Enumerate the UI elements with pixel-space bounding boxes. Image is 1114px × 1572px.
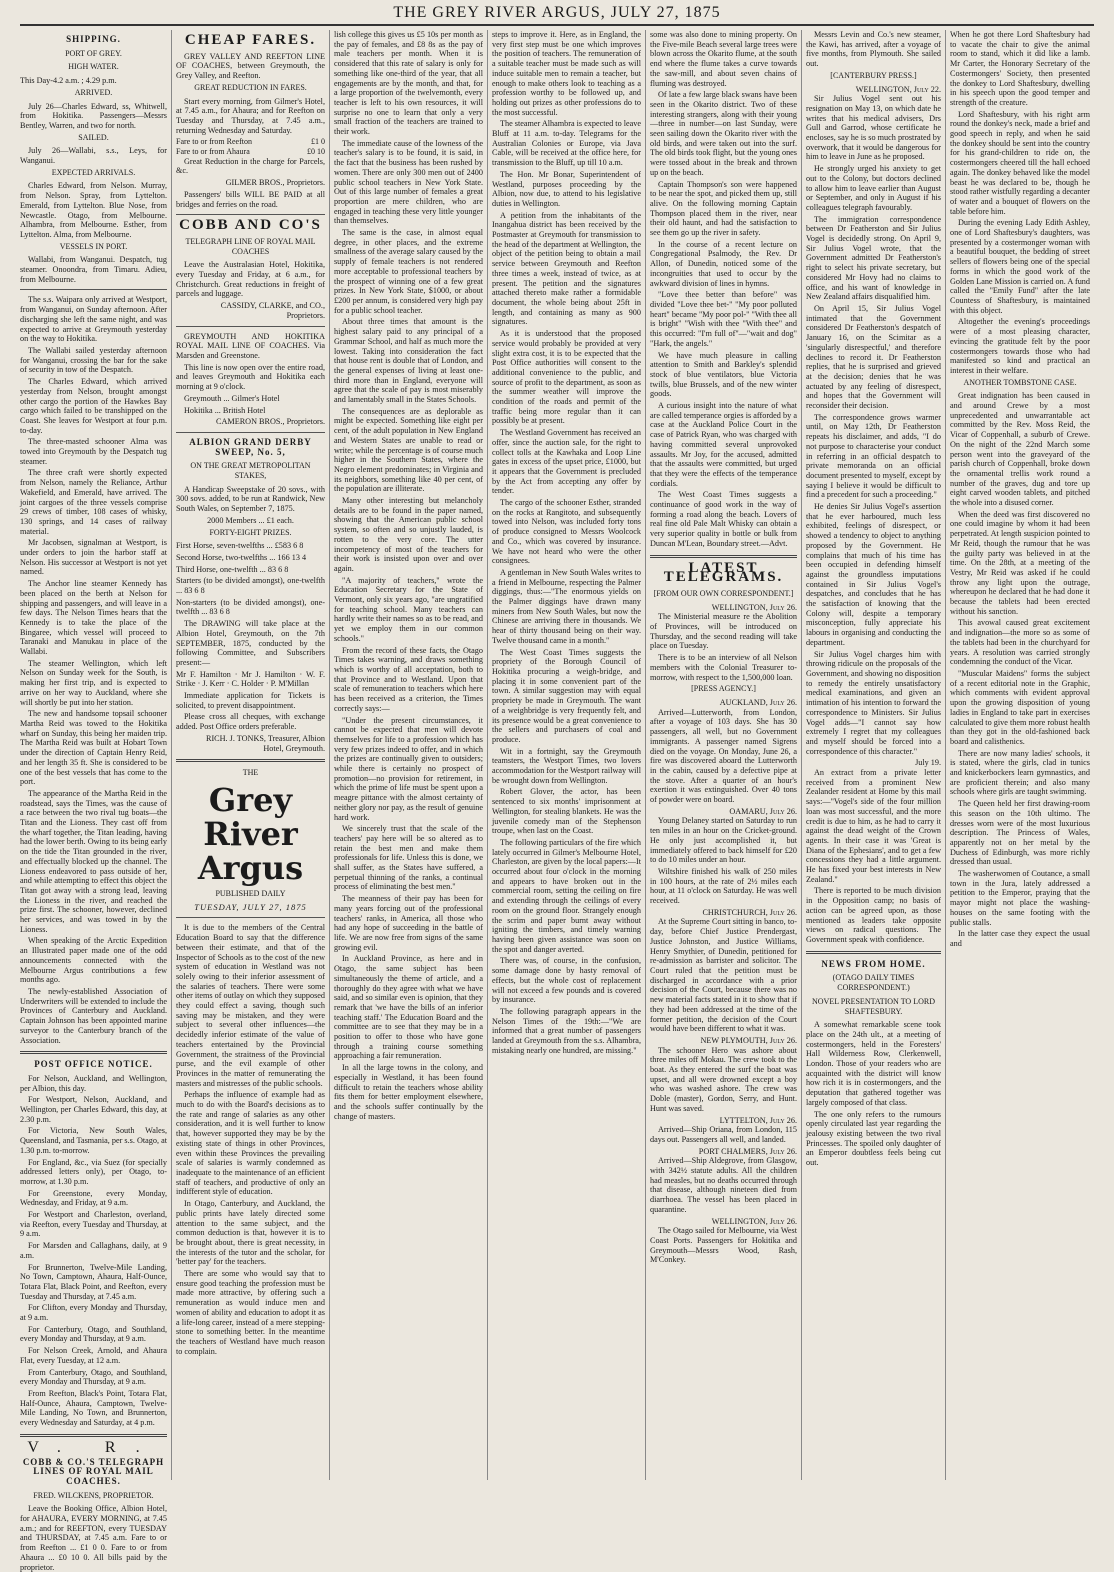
published-daily: PUBLISHED DAILY [215, 889, 286, 898]
article-paragraph: Of late a few large black swans have been seen in the Okarito district. Two of these interesting strangers, along with their young—three in number—on last Sunday, were seen sailing down the Okarito river with the old birds, and were taken out into the surf. The old birds took flight, but the young ones were tossed about in the break and thrown up on the beach. [650, 90, 797, 177]
article-paragraph: The one only refers to the rumours openly circulated last year regarding the jealousy existing between the two rival Princesses. The spoiled only daughter of an Emperor doubtless feels being cut out. [806, 1109, 941, 1168]
divider [20, 1051, 167, 1054]
gilmer-signature: GILMER BROS., Proprietors. [225, 178, 325, 188]
article-paragraph: He strongly urged his anxiety to get out to the Colony, but doctors declined to allow him to leave earlier than August or September, and only in August if his colleagues telegraph favourably. [806, 164, 941, 212]
cassidy-signature: CASSIDY, CLARKE, and CO., Proprietors. [220, 301, 325, 320]
divider [20, 1434, 167, 1437]
tombstone-heading: ANOTHER TOMBSTONE CASE. [963, 377, 1077, 387]
article-paragraph: Sir Julius Vogel charges him with throwing ridicule on the proposals of the Government, and showing no disposition to remedy the entirely unsatisfactory medical examinations, and given an intimation of his intention to forward the correspondence to Ministers. Sir Julius Vogel adds—"I cannot say how extremely I regret that my colleagues and myself should be forced into a correspondence of this character." [806, 649, 941, 756]
article-paragraph: The correspondence grows warmer until, on May 12th, Dr Featherston repeats his disclaimer, and adds, "I do not purpose to characterise your conduct in referring in an official despatch to private memoranda on an official document presented to myself, except by saying I believe it would be difficult to find a precedent for such a proceeding." [806, 412, 941, 500]
great-reduction: GREAT REDUCTION IN FARES. [194, 82, 307, 92]
dateline: OAMARU, July 26. [729, 806, 797, 816]
article-paragraph: The immigration correspondence between Dr Featherston and Sir Julius Vogel is decidedly strong. On April 9, Sir Julius Vogel wrote, that the Government admitted Dr Featherston's right to select his private secretary, but considered Mr Hovy had no claims to office, and his want of knowledge in New Zealand affairs disqualified him. [806, 214, 941, 302]
the-label: THE [242, 768, 259, 778]
article-paragraph: Lord Shaftesbury, with his right arm round the donkey's neck, made a brief and good speech in reply, and when he said the donkey should be sent into the country for his grand-children to ride on, the costermongers cheered till the hall echoed again. The donkey behaved like the model beast he was declared to be, though he stood rather wistfully regarding a decanter of water and a bouquet of flowers on the table before him. [950, 109, 1090, 216]
prize-line: Third Horse, one-twelfth ... 83 6 8 [176, 564, 289, 574]
post-notice: From Reefton, Black's Point, Totara Flat, Half-Ounce, Ahaura, Camptown, Twelve-Mile Landing, No Town, and Brunnerton, every Wednesday and Saturday, at 4 p.m. [20, 1389, 167, 1428]
editorial-paragraph: Perhaps the influence of example had as much to do with the Board's decisions as to the rate and range of salaries as any other consideration, and it is well further to know that, however supported they may be by the existing state of things in other Provinces, even within these Provinces the prevailing scale of salaries is warmly condemned as inadequate to the maintenance of an efficient staff of teachers, and productive of only an indifferent style of education. [176, 1090, 325, 1197]
cheap-fares-heading: CHEAP FARES. [184, 32, 317, 48]
agent-line: Hokitika ... British Hotel [184, 405, 266, 415]
shipping-paragraph: The new and handsome topsail schooner Martha Reid was towed to the Hokitika wharf on Sunday, this being her maiden trip. The Martha Reid was built at Hobart Town under the direction of Captain Henry Reid, and her length 35 ft. She is considered to be one of the best vessels that has come to the port. [20, 709, 167, 787]
article-paragraph: Sir Julius Vogel sent out his resignation on May 13, on which date he writes that his medical advisers, Drs Gull and Garrod, whose certificate he encloses, say he is so much prostrated by overwork, that it would be dangerous for him to leave in June as he proposed. [806, 94, 941, 162]
agent-line: Greymouth ... Gilmer's Hotel [184, 393, 280, 403]
article-paragraph: The cargo of the schooner Esther, stranded on the rocks at Rangitoto, and subsequently towed into Nelson, was included forty tons of produce consigned to Messrs Woolcock and Co., which was covered by insurance. We have not heard who were the other consignees. [492, 498, 641, 566]
article-paragraph: Messrs Levin and Co.'s new steamer, the Kawi, has arrived, after a voyage of five months, from Plymouth. She sailed out. [806, 30, 941, 69]
column-3 [334, 30, 488, 1480]
article-paragraph: The following paragraph appears in the Nelson Times of the 19th:—"We are informed that a great number of passengers landed at Greymouth from the s.s. Alhambra, mistaking nearly one hundred, are missing." [492, 1006, 641, 1055]
shipping-paragraph: When speaking of the Arctic Expedition an Illustrated paper made one of the odd announcements connected with the Melbourne Argus contributions a few months ago. [20, 936, 167, 985]
greymouth-hokitika-text: This line is now open over the entire road, and leaves Greymouth and Hokitika each morning at 9 o'clock. [176, 362, 325, 392]
prize-line: Starters (to be divided amongst), one-twelfth ... 83 6 8 [176, 576, 325, 596]
cameron-signature: CAMERON BROS., Proprietors. [216, 417, 325, 427]
dateline: WELLINGTON, July 26. [711, 1216, 797, 1226]
post-notice: For Clifton, every Monday and Thursday, at 9 a.m. [20, 1303, 167, 1323]
fares-table [176, 137, 325, 156]
article-paragraph: "A majority of teachers," wrote the Education Secretary for the State of Vermont, only six years ago, "are ungratified for teaching school. Many teachers can hardly write their names so as to be read, and yet we employ them in our common schools." [334, 575, 483, 643]
tonks-signature: RICH. J. TONKS, Treasurer, Albion Hotel, Greymouth. [205, 733, 325, 753]
dateline: PORT CHALMERS, July 26. [698, 1146, 797, 1156]
column-2 [176, 30, 330, 1480]
post-notice: For Victoria, New South Wales, Queensland, and Tasmania, per s.s. Otago, at 1.30 p.m. to-morrow. [20, 1126, 167, 1155]
parcels-text: Great Reduction in the charge for Parcels, &c. [176, 156, 325, 176]
cobb-text: Leave the Booking Office, Albion Hotel, for AHAURA, EVERY MORNING, at 7.45 a.m.; and for REEFTON, every TUESDAY and THURSDAY, at 7.45 a.m. Fare to or from Reefton ... £1 0 0. Fare to or from Ahaura ... £0 10 0. All bills paid by the proprietor. [20, 1504, 167, 1572]
arrived-text: July 26—Charles Edward, ss, Whitwell, from Hokitika. Passengers—Messrs Bentley, Warren, and two for north. [20, 101, 167, 130]
article-paragraph: "Love thee better than before" was divided "Love thee bet-" "My poor polluted heart" became "My poor pol-" "With thee all is bright" "Wish with thee "With thee" and this occurred: "I'm full of"—"wait and dog" "Hark, the angels." [650, 290, 797, 348]
committee-list: Mr F. Hamilton · Mr J. Hamilton · W. F. Strike · J. Kerr · C. Holder · P. M'Millan [176, 669, 325, 689]
article-paragraph: "Muscular Maidens" forms the subject of a recent editorial note in the Graphic, which comments with evident approval upon the growing disposition of young ladies in England to take part in exercises calculated to give them more robust health than they got in the old-fashioned back board and calisthenics. [950, 669, 1090, 746]
shipping-paragraph: The three craft were shortly expected from Nelson, namely the Reliance, Arthur Wakefield, and Emerald, have arrived. The joint cargoes of the three vessels comprise 29 crews of timber, 108 cases of whisky, 130 springs, and 14 cases of railway material. [20, 468, 167, 536]
shipping-paragraph: The Wallabi sailed yesterday afternoon for Wanganui, crossing the bar for the sake of security in tow of the Despatch. [20, 345, 167, 375]
news-from-home-heading: NEWS FROM HOME. [821, 958, 926, 969]
issue-date: TUESDAY, JULY 27, 1875 [194, 901, 307, 912]
article-paragraph: An extract from a private letter received from a prominent New Zealander resident at Home by this mail says:—"Vogel's side of the four million loan was most successful, and the more credit is due to him, as he had to carry it against the dead weight of the Crown agents. In their case it was 'Great is Diana of the Ephesians', and to get a few concessions they had a little argument. He has fixed your best interests in New Zealand." [806, 768, 941, 884]
apply-text: Immediate application for Tickets is solicited, to prevent disappointment. [176, 691, 325, 710]
passengers-bills: Passengers' bills WILL BE PAID at all bridges and ferries on the road. [176, 189, 325, 209]
article-paragraph: lish college this gives us £5 10s per month as the pay of females, and £8 8s as the pay of male teachers per month. When it is considered that this rate of salary is only for something like one-third of the year, that all engagements are by the month, and that, for a large proportion of the twelvemonth, every teacher is left to his own resources, it will surprise no one to learn that only a very small fraction of the teachers are trained to their work. [334, 30, 483, 137]
article-paragraph: "Under the present circumstances, it cannot be expected that men will devote themselves for life to a profession which has very few prizes indeed to offer, and in which the prizes are continually given to outsiders; while there is certainly no prospect of promotion—no provision for retirement, in which the prime of life must be spent upon a meagre pittance with the almost certainty of neither glory nor pay, as the result of genuine hard work. [334, 715, 483, 822]
post-notice: For Nelson, Auckland, and Wellington, per Albion, this day. [20, 1073, 167, 1093]
article-paragraph: In the course of a recent lecture on Congregational Psalmody, the Rev. Dr Allon, of Dunedin, noticed some of the incongruities that used to occur by the awkward division of lines in hymns. [650, 239, 797, 288]
metropolitan-text: A Handicap Sweepstake of 20 sovs., with 300 sovs. added, to be run at Randwick, New South Wales, on September 7, 1875. [176, 484, 325, 514]
article-paragraph: During the evening Lady Edith Ashley, one of Lord Shaftesbury's daughters, was presented by a costermonger woman with a beautiful bouquet, the bedding of street sellers of flowers being one of the special forms in which the good work of the Golden Lane Mission is carried on. A fund called the "Emily Fund" after the late Countess of Shaftesbury, is maintained with this object. [950, 218, 1090, 315]
article-paragraph: We have much pleasure in calling attention to Smith and Barkley's splendid stock of blue ventilators, blue Victoria twills, blue Brussels, and of the new winter goods. [650, 350, 797, 399]
article-paragraph: some was also done to mining property. On the Five-mile Beach several large trees were blown across the Okarito flume, at the south end where the flume takes a curve towards the saw-mill, and about seven chains of fluming was destroyed. [650, 30, 797, 88]
divider [806, 951, 941, 954]
masthead: THE GREY RIVER ARGUS, JULY 27, 1875 [20, 4, 1094, 26]
prize-line: First Horse, seven-twelfths ... £583 6 8 [176, 541, 304, 551]
latest-telegrams-heading: LATEST TELEGRAMS. [663, 559, 784, 586]
shipping-paragraph: The Anchor line steamer Kennedy has been placed on the berth at Nelson for shipping and passengers, and will leave in a few days. The Nelson Times hears that the Kennedy is to take the place of the Bingaree, which vessel will proceed to Taranaki and Manukau in place of the Wallabi. [20, 579, 167, 657]
post-notice: For Westport and Charleston, overland, via Reefton, every Tuesday and Thursday, at 9 a.m. [20, 1210, 167, 1239]
article-paragraph: As it is understood that the proposed service would probably be provided at very slight extra cost, it is to be expected that the Post Office authorities will consent to the additional convenience to the public, and source of profit to the department, as soon as the summer weather will improve the condition of the roads and permit of the traffic being more regular than it can possibly be at present. [492, 329, 641, 426]
table-row [176, 137, 325, 147]
article-paragraph: In the latter case they expect the usual and [950, 929, 1090, 948]
article-paragraph: There was, of course, in the confusion, some damage done by hasty removal of effects, but the whole cost of replacement will not exceed a few pounds and is covered by insurance. [492, 956, 641, 1005]
article-paragraph: In all the large towns in the colony, and especially in Westland, it has been found difficult to retain the teachers whose ability fits them for better employment elsewhere, and the schools suffer continually by the change of masters. [334, 1063, 483, 1121]
article-paragraph: The steamer Alhambra is expected to leave Bluff at 11 a.m. to-day. Telegrams for the Australian Colonies or Europe, via Java Cable, will be received at the office here, for transmission to the Bluff, up till 10 a.m. [492, 119, 641, 168]
divider [176, 759, 325, 762]
start-text: Start every morning, from Gilmer's Hotel, at 7.45 a.m., for Ahaura; and for Reefton on Tuesday and Thursday, at 7.45 a.m., returning Wednesday and Saturday. [176, 96, 325, 135]
post-notice: For England, &c., via Suez (for specially addressed letters only), per Otago, to-morrow, at 1.30 p.m. [20, 1157, 167, 1186]
shipping-paragraph: The steamer Wellington, which left Nelson on Sunday week for the South, is making her first trip, and is expected to arrive on her way to Auckland, where she will shortly be put into her station. [20, 658, 167, 707]
article-paragraph: The West Coast Times suggests the propriety of the Borough Council of Hokitika procuring a weigh-bridge, and placing it in some convenient part of the town. A similar suggestion may with equal propriety be made in Greymouth. The want of a weighbridge is very frequently felt, and its presence would be a great convenience to the sellers and purchasers of coal and produce. [492, 647, 641, 744]
article-paragraph: The Queen held her first drawing-room this season on the 10th ultimo. The dresses worn were of the most luxurious description. The Princess of Wales, apparently not on her metal by the Duchess of Edinburgh, was more richly dressed than usual. [950, 799, 1090, 867]
prizes-heading: FORTY-EIGHT PRIZES. [209, 527, 292, 537]
telegrams-source: [FROM OUR OWN CORRESPONDENT.] [653, 588, 794, 598]
article-paragraph: A curious insight into the nature of what are called temperance orgies is afforded by a case at the Auckland Police Court in the case of Patrick Ryan, who was charged with having committed several unprovoked assaults. Mr Joy, for the accused, admitted that the assaults were committed, but urged that they were the effects of the temperance cordials. [650, 401, 797, 488]
article-paragraph: A somewhat remarkable scene took place on the 24th ult., at a meeting of costermongers, held in the Foresters' Hall Wilderness Row, Clerkenwell, London. Those of your readers who are acquainted with the district will know how rich it is in costermongers, and the deputation that gathered together was largely composed of that class. [806, 1020, 941, 1107]
telegram-text: The Otago sailed for Melbourne, via West Coast Ports. Passengers for Hokitika and Greymouth—Messrs Wood, Rash, M'Conkey. [650, 1226, 797, 1265]
article-paragraph: We sincerely trust that the scale of the teachers' pay here will be so altered as to retain the best men and make them professionals for life. Unless this is done, we shall suffer, as the States have suffered, a perpetual thinning of the ranks, a continual process of eliminating the best men." [334, 824, 483, 892]
fare-value: £1 0 [311, 137, 325, 147]
arrived-heading: ARRIVED. [74, 87, 113, 97]
column-6 [806, 30, 946, 1480]
article-paragraph: The following particulars of the fire which lately occurred in Gilmer's Melbourne Hotel, Charleston, are given by the local papers:—It occurred about four o'clock in the morning and appears to have broken out in the commercial room, setting the ceiling on fire and extending through the ceilings of every room on the ground floor. Strangely enough the scrim and paper burnt away without igniting the timbers, and timely warning having been given assistance was soon on the spot and danger averted. [492, 837, 641, 954]
article-paragraph: The same is the case, in almost equal degree, in other places, and the extreme smallness of the average salary caused by the supply of female teachers is not rendered more acceptable to professional teachers by the prospect of winning one of a few great prizes. In New York State, $1000, or about £200 per annum, is considered very high pay for a public school teacher. [334, 228, 483, 315]
post-notice: For Westport, Nelson, Auckland, and Wellington, per Charles Edward, this day, at 2.30 p.m. [20, 1095, 167, 1124]
fare-value: £0 10 [307, 147, 325, 157]
dateline: CHRISTCHURCH, July 26. [702, 907, 797, 917]
article-paragraph: A gentleman in New South Wales writes to a friend in Melbourne, respecting the Palmer diggings, thus:—"The enormous yields on the Palmer diggings have drawn many miners from New South Wales, but now the Chinese are arriving there in thousands. We hear of thirty thousand being on their way. Twelve thousand came in a month." [492, 567, 641, 645]
shipping-paragraph: Mr Jacobsen, signalman at Westport, is under orders to join the harbor staff at Nelson. His successor at Westport is not yet named. [20, 538, 167, 577]
high-water-times: This Day-4.2 a.m. ; 4.29 p.m. [20, 76, 117, 86]
article-paragraph: Captain Thompson's son were happened to be near the spot, and picked them up, still alive. On the following morning Captain Thompson placed them in the river, near their old haunt, and had the satisfaction to see them go up the river in safety. [650, 179, 797, 238]
shipping-paragraph: The appearance of the Martha Reid in the roadstead, says the Times, was the cause of a race between the two rival tug boats—the Titan and the Lioness. They cast off from the wharf together, the Titan leading, having had the lower berth. Owing to its being early on the tide the Titan grounded in the river, and effectually blocked up the channel. The Lioness endeavored to pass outside of her, and while attempting to effect this object the Titan got away with a strong lead, leaving the Lioness in the river, and reached the prize first. The schooner, however, declined her services, and was towed in by the Lioness. [20, 788, 167, 934]
expected-text: Charles Edward, from Nelson. Murray, from Nelson. Spray, from Lyttelton. Emerald, from Lyttelton. Blue Nose, from Newcastle. Otago, from Melbourne. Alhambra, from Melbourne. Esther, from Lyttelton. Alma, from Melbourne. [20, 181, 167, 239]
fare-label: Fare to or from Ahaura [176, 147, 250, 157]
port-heading: PORT OF GREY. [65, 48, 122, 58]
cobb-heading: COBB & CO.'S TELEGRAPH LINES OF ROYAL MAIL COACHES. [22, 1456, 165, 1486]
royal-crest-icon: V. R. [27, 1438, 160, 1456]
drawing-text: The DRAWING will take place at the Albion Hotel, Greymouth, on the 7th SEPTEMBER, 1875, conducted by the following Committee, and Subscribers present:— [176, 619, 325, 667]
post-notice: For Nelson Creek, Arnold, and Ahaura Flat, every Tuesday, at 12 a.m. [20, 1346, 167, 1365]
expected-heading: EXPECTED ARRIVALS. [51, 167, 136, 177]
article-paragraph: This avowal caused great excitement and indignation—the more so as some of the tablets had been in the churchyard for years. A resolution was carried strongly condemning the conduct of the Vicar. [950, 618, 1090, 667]
albion-sweep-heading: ALBION GRAND DERBY SWEEP, No. 5, [189, 436, 312, 457]
telegram-text: There is to be an interview of all Nelson members with the Colonial Treasurer to-morrow, with respect to the 1,500,000 loan. [650, 653, 797, 682]
novel-presentation: NOVEL PRESENTATION TO LORD SHAFTESBURY. [812, 996, 935, 1016]
post-notice: For Brunnerton, Twelve-Mile Landing, No Town, Camptown, Ahaura, Half-Ounce, Totara Flat, Black Point, and Reefton, every Tuesday and Thursday, at 7.45 a.m. [20, 1262, 167, 1301]
editorial-paragraph: In Otago, Canterbury, and Auckland, the public prints have lately directed some attention to the same subject, and the common deduction is that, however it is to be brought about, there is great necessity, in the interests of the tutor and the scholar, for 'better pay' for the teachers. [176, 1199, 325, 1267]
divider [176, 214, 325, 215]
sailed-text: July 26—Wallabi, s.s., Leys, for Wanganui. [20, 146, 167, 166]
article-paragraph: Robert Glover, the actor, has been sentenced to six months' imprisonment at Wellington, for stealing blankets. He was the juvenile comedy man of the Stephenson troupe, when last on the Coast. [492, 787, 641, 836]
high-water-heading: HIGH WATER. [68, 62, 119, 72]
news-source: (OTAGO DAILY TIMES CORRESPONDENT.) [832, 973, 915, 993]
divider [650, 555, 797, 558]
editorial-paragraph: It is due to the members of the Central Education Board to say that the difference between their estimate, and that of the Inspector of Schools as to the cost of the new system of education in Westland was not solely owing to their inferior assessment of the salaries of teachers. There were some other items of outlay on which they supposed they could effect a saving, though such saving may be mistaken, and they were subject to several other influences—the decidedly inferior estimate of the value of teachers entertained by the Provincial Government, the straitness of the Provincial purse, and the evil example of other Provinces in the matter of remunerating the masters and mistresses of the public schools. [176, 923, 325, 1088]
greymouth-hokitika-heading: GREYMOUTH AND HOKITIKA ROYAL MAIL LINE OF COACHES. Via Marsden and Greenstone. [176, 331, 325, 360]
article-paragraph: When the deed was first discovered no one could imagine by whom it had been perpetrated. At length suspicion pointed to Mr Reid, though the rumour that he was the guilty party was believed in at the time. On the 28th, at a meeting of the Vestry, Mr Reid was asked if he could throw any light upon the outrage, whereupon he declared that he had done it because the tablets had been erected without his sanction. [950, 509, 1090, 616]
article-paragraph: Altogether the evening's proceedings were of a most pleasing character, evincing the gratitude felt by the poor costermongers towards those who had manifested so kind and practical an interest in their welfare. [950, 317, 1090, 375]
article-paragraph: Many other interesting but melancholy details are to be found in the paper named, showing that the American public school system, so often and so unjustly lauded, is rotten to the very core. The utter incompetency of most of the teachers for their work is insisted upon over and over again. [334, 496, 483, 573]
article-paragraph: He denies Sir Julius Vogel's assertion that he ever harboured, much less exhibited, feelings of disrespect, or showed a tendency to object to anything proposed by the Government. He complains that much of his time has been occupied in defending himself against the groundless imputations contained in Sir Julius Vogel's despatches, and concludes that he has the satisfaction of knowing that the Colony will, despite a temporary misconception, fully appreciate his labours in organising and conducting the department. [806, 502, 941, 647]
cobb-telegraph-text: Leave the Australasian Hotel, Hokitika, every Tuesday and Friday, at 6 a.m., for Christchurch. Great reductions in freight of parcels and luggage. [176, 260, 325, 299]
post-notice: From Canterbury, Otago, and Southland, every Monday and Thursday, at 9 a.m. [20, 1367, 167, 1387]
post-notice: For Greenstone, every Monday, Wednesday, and Friday, at 9 a.m. [20, 1188, 167, 1208]
telegram-text: Wiltshire finished his walk of 250 miles in 100 hours, at the rate of 2½ miles each hour, at 11 o'clock on Saturday. He was well received. [650, 866, 797, 906]
editorial-paragraph: There are some who would say that to ensure good teaching the profession must be made more attractive, by offering such a remuneration as would induce men and women of ability and education to adopt it as a life-long career, instead of a mere stepping-stone to something better. In the meantime the teachers of Westland have much reason to complain. [176, 1269, 325, 1356]
dateline: WELLINGTON, July 26. [711, 602, 797, 612]
divider [176, 326, 325, 327]
dateline: July 19. [915, 758, 941, 768]
shipping-paragraph: The Charles Edward, which arrived yesterday from Nelson, brought amongst other cargo the portion of the Hawkes Bay cargo which failed to be transhipped on the Coast. She leaves for Westport at four p.m. to-day. [20, 377, 167, 435]
dateline: WELLINGTON, July 22. [855, 84, 941, 94]
column-4 [492, 30, 646, 1480]
column-5 [650, 30, 802, 1480]
cobb-proprietor: FRED. WILCKENS, PROPRIETOR. [33, 1490, 154, 1500]
prize-line: Non-starters (to be divided amongst), one-twelfth ... 83 6 8 [176, 597, 325, 617]
sailed-heading: SAILED. [78, 132, 109, 142]
cheques-text: Please cross all cheques, with exchange added. Post Office orders preferable. [176, 712, 325, 732]
press-agency: [PRESS AGENCY.] [691, 684, 756, 694]
article-paragraph: When he got there Lord Shaftesbury had to vacate the chair to give the animal room to stand, which it did like a lamb. Mr Carter, the Honorary Secretary of the Costermongers' Society, then presented the donkey to Lord Shaftesbury, dwelling in his speech upon the good temper and strength of the creature. [950, 30, 1090, 107]
metropolitan-heading: ON THE GREAT METROPOLITAN STAKES, [190, 461, 311, 481]
article-paragraph: There is reported to be much division in the Opposition camp; no basis of action can be agreed upon, as those mentioned as leaders take opposite views on radical questions. The Government speak with confidence. [806, 886, 941, 944]
shipping-paragraph: The s.s. Waipara only arrived at Westport, from Wanganui, on Sunday afternoon. After discharging she left the same night, and was expected to arrive at Greymouth yesterday on the way to Hokitika. [20, 295, 167, 344]
dateline: NEW PLYMOUTH, July 26. [700, 1035, 797, 1045]
column-1 [20, 30, 172, 1572]
canterbury-press: [CANTERBURY PRESS.] [830, 70, 917, 80]
vessels-heading: VESSELS IN PORT. [59, 241, 128, 251]
shipping-heading: SHIPPING. [66, 34, 121, 44]
article-paragraph: The Hon. Mr Bonar, Superintendent of Westland, purposes proceeding by the Albion, now due, to attend to his legislative duties in Wellington. [492, 169, 641, 208]
shipping-paragraph: The three-masted schooner Alma was towed into Greymouth by the Despatch tug steamer. [20, 437, 167, 466]
article-paragraph: The West Coast Times suggests a continuance of good work in the way of forming a road along the beach. Lovers of real fine old Pale Malt Whisky can obtain a very superior quality in bottle or bulk from Duncan M'Lean, Boundary street.—Advt. [650, 490, 797, 548]
article-paragraph: steps to improve it. Here, as in England, the very first step must be one which improves the position of teachers. The remuneration of a suitable teacher must be made such as will induce suitable men to remain a teacher, but enough to make others look to teaching as a profession worthy to be followed up, and holding out prizes as other professions do to the most successful. [492, 30, 641, 117]
shipping-paragraph: The newly-established Association of Underwriters will be extended to include the Provinces of Canterbury and Auckland. Captain Johnson has been appointed marine surveyor to the Canterbury branch of the Association. [20, 986, 167, 1045]
divider [176, 917, 325, 918]
article-paragraph: From the record of these facts, the Otago Times takes warning, and draws something which is worthy of all acceptation, both to that Province and to Westland. Upon that scale of remuneration to teachers which here has been received as a criterion, the Times correctly says:— [334, 645, 483, 713]
telegram-text: At the Supreme Court sitting in banco, to-day, before Chief Justice Prendergast, Justice Johnston, and Justice Williams, Henry Smythier, of Dunedin, petitioned for re-admission as barrister and solicitor. The Court ruled that the petition must be discharged in accordance with a prior decision of the Court, because there was no new material facts stated in it to show that if they had been addressed at the time of the former petition, the decision of the Court would have been different to what it was. [650, 917, 797, 1034]
column-7 [950, 30, 1094, 1480]
telegram-text: Young Delaney started on Saturday to run ten miles in an hour on the Cricket-ground. He only just accomplished it, but immediately offered to back himself for £20 to do 10 miles under an hour. [650, 816, 797, 865]
article-paragraph: Great indignation has been caused in and around Crewe by a most unprecedented and unwarrantable act committed by the Rev. Moss Reid, the Vicar of Coppenhall, a suburb of Crewe. On the night of the 22nd March some person went into the graveyard of the parish church of Coppenhall, broke down the ornamental trellis work round a number of the graves, dug and tore up eight carved wooden tablets, and pitched the whole into a disused corner. [950, 391, 1090, 508]
post-notice: For Marsden and Callaghans, daily, at 9 a.m. [20, 1241, 167, 1260]
cobb-heading: COBB AND CO'S [179, 217, 322, 234]
fare-label: Fare to or from Reefton [176, 137, 252, 147]
article-paragraph: The consequences are as deplorable as might be expected. Something like eight per cent, of the adult population in New England and Western States are unable to read or write; while the percentage is of course much higher in the Southern States, where the Negro element predominates; in Virginia and its neighbors, something like 40 per cent, of the population are illiterate. [334, 406, 483, 494]
article-paragraph: The Westland Government has received an offer, since the auction sale, for the right to collect tolls at the Kawhaka and Loop Line gates in excess of the upset price, £1000, but it appears that the Government is precluded by the Act from accepting any offer by tender. [492, 428, 641, 496]
prize-line: Second Horse, two-twelfths ... 166 13 4 [176, 552, 307, 562]
article-paragraph: The washerwomen of Coutance, a small town in the Jura, lately addressed a petition to the Emperor, praying that the mayor might not place the washing-houses on the same footing with the public stalls. [950, 869, 1090, 927]
post-office-heading: POST OFFICE NOTICE. [34, 1059, 153, 1070]
article-paragraph: In Auckland Province, as here and in Otago, the same subject has been simultaneously the theme of article, and a thoroughly do they agree with what we have said, and so similar even is opinion, that they remark that 'we have the bills of an inferior teaching staff.' The Education Board and the committee are to see that they may be in a position to offer to those who have gone through a training course something approaching a fair remuneration. [334, 954, 483, 1061]
article-paragraph: Wit in a fortnight, say the Greymouth teamsters, the Westport Times, two lovers accommodation for the Westport railway will be wrought down from Wellington. [492, 746, 641, 785]
post-notice: For Canterbury, Otago, and Southland, every Monday and Thursday, at 9 a.m. [20, 1324, 167, 1344]
article-paragraph: A petition from the inhabitants of the Inangahua district has been received by the Postmaster at Greymouth for transmission to the head of the department at Wellington, the object of the petition being to obtain a mail service between Greymouth and Reefton three times a week, instead of twice, as at present. The petition and the signatures attached thereto make rather a formidable document, the whole being about 25ft in length, and containing as many as 900 signatures. [492, 210, 641, 327]
telegram-text: The Ministerial measure re the Abolition of Provinces, will be introduced on Thursday, and the second reading will take place on Tuesday. [650, 612, 797, 651]
vessels-text: Wallabi, from Wanganui. Despatch, tug steamer. Onoondra, from Timaru. Adieu, from Melbourne. [20, 255, 167, 284]
telegram-text: Arrived—Lutterworth, from London, after a voyage of 103 days. She has 30 passengers, all well, but no Government immigrants. A passenger named Sigrens died on the voyage. On Monday, June 26, a fire was discovered aboard the Lutterworth in the cabin, caused by a defective pipe at the stove. After a quarter of an hour's exertion it was extinguished. Over 40 tons of powder were on board. [650, 707, 797, 805]
article-paragraph: The immediate cause of the lowness of the teacher's salary is to be found, it is said, in the fact that the business has been rushed by women. There are only 300 men out of 2400 public school teachers in New York State. Out of this large number of females a great proportion are mere children, who are engaged in teaching these very little younger than themselves. [334, 138, 483, 226]
table-row [176, 147, 325, 157]
cheap-fares-text: GREY VALLEY AND REEFTON LINE OF COACHES, between Greymouth, the Grey Valley, and Reefton. [176, 51, 325, 81]
dateline: LYTTELTON, July 26. [719, 1115, 797, 1125]
newspaper-title: Grey River Argus [197, 781, 304, 887]
article-paragraph: There are now many ladies' schools, it is stated, where the girls, clad in tunics and knickerbockers learn gymnastics, and are proficient therein; and also many schools where girls are taught swimming. [950, 748, 1090, 797]
divider [176, 432, 325, 433]
telegram-text: The schooner Hero was ashore about three miles off Mokau. The crew took to the boat. As they entered the surf the boat was upset, and all were drowned except a boy who was washed ashore. The crew was Doble (master), Gordon, Serry, and Hunt. Hunt was saved. [650, 1045, 797, 1113]
telegram-text: Arrived—Ship Oriana, from London, 115 days out. Passengers all well, and landed. [650, 1125, 797, 1144]
article-paragraph: About three times that amount is the highest salary paid to any principal of a Grammar School, and half as much more the lowest. Taking into consideration the fact that house rent is double that of London, and the general expenses of living at least one-third more than in England, everyone will agree that the scale of pay is most miserably and lamentably small in the States Schools. [334, 317, 483, 405]
divider [20, 289, 167, 290]
article-paragraph: On April 15, Sir Julius Vogel intimated that the Government considered Dr Featherston's despatch of January 16, on the Scimitar as a 'singularly disrespectful,' and therefore declines to record it. Dr Featherston replies, that he is surprised and grieved at the decision; denies that he was actuated by any feeling of disrespect, and hopes that the Government will reconsider their decision. [806, 303, 941, 411]
dateline: AUCKLAND, July 26. [719, 698, 797, 707]
members-line: 2000 Members ... £1 each. [207, 515, 294, 525]
cobb-telegraph-line: TELEGRAPH LINE OF ROYAL MAIL COACHES [185, 236, 316, 256]
telegram-text: Arrived—Ship Aldegrove, from Glasgow, with 342½ statute adults. All the children had measles, but no deaths occurred through that disease, although nineteen died from diarrhoea. The vessel has been placed in quarantine. [650, 1156, 797, 1214]
article-paragraph: The meanness of their pay has been for many years forcing out of the professional teachers' ranks, in America, all those who had any hope of succeeding in the battle of life. We are now free from signs of the same growing evil. [334, 894, 483, 952]
